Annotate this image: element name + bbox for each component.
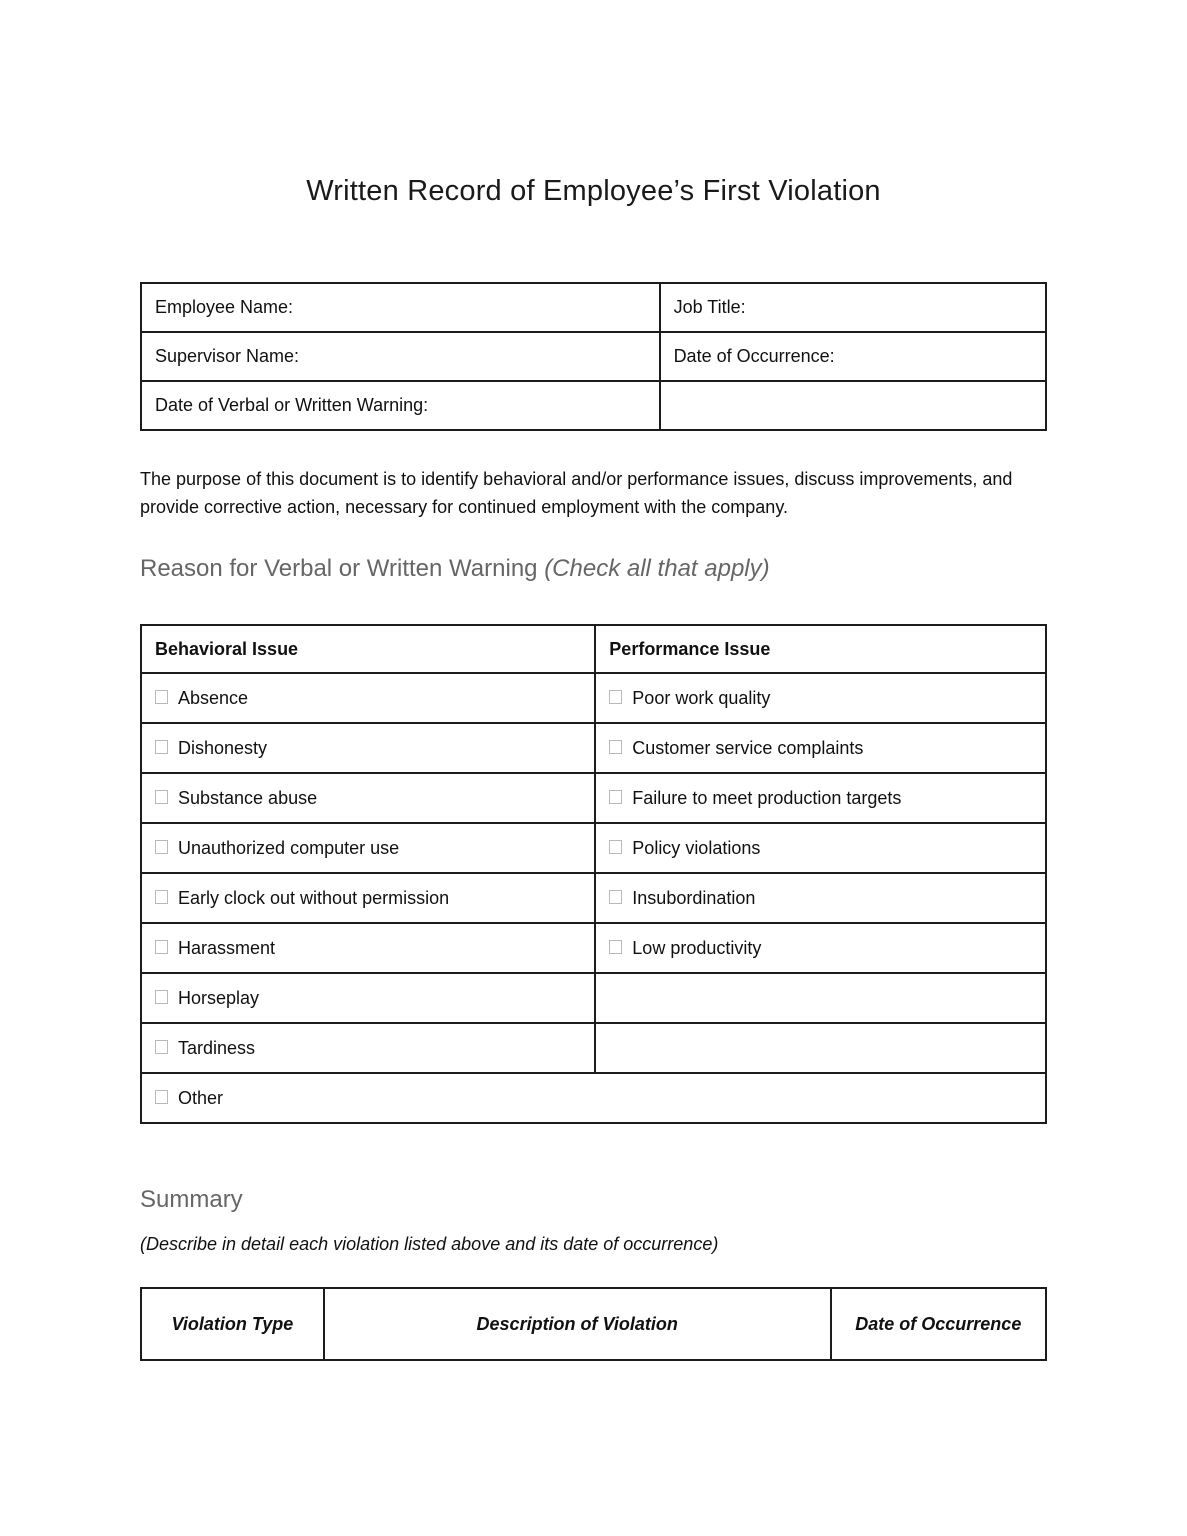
date-of-occurrence-field[interactable]: Date of Occurrence: (660, 332, 1046, 381)
checkbox-icon[interactable] (609, 740, 622, 754)
empty-cell (595, 1023, 1046, 1073)
table-row (141, 673, 1046, 723)
performance-issue-header: Performance Issue (595, 625, 1046, 673)
checkbox-cell-horseplay[interactable] (141, 973, 595, 1023)
checkbox-icon[interactable] (155, 1090, 168, 1104)
violation-type-header: Violation Type (141, 1288, 324, 1360)
checkbox-icon[interactable] (609, 840, 622, 854)
table-header-row (141, 1288, 1046, 1360)
table-row (141, 1073, 1046, 1123)
summary-section-heading: Summary (140, 1186, 243, 1213)
checkbox-cell-harassment[interactable] (141, 923, 595, 973)
checkbox-label: Early clock out without permission (178, 887, 450, 908)
table-row (141, 773, 1046, 823)
checkbox-label: Absence (178, 687, 249, 708)
checkbox-label: Policy violations (632, 837, 761, 858)
table-row (141, 873, 1046, 923)
checkbox-label: Customer service complaints (632, 737, 864, 758)
reason-heading-note: (Check all that apply) (544, 555, 770, 582)
checkbox-icon[interactable] (609, 940, 622, 954)
empty-cell[interactable] (660, 381, 1046, 430)
checkbox-cell-customer-service-complaints[interactable] (595, 723, 1046, 773)
checkbox-label: Poor work quality (632, 687, 771, 708)
checkbox-label: Insubordination (632, 887, 756, 908)
checkbox-label: Failure to meet production targets (632, 787, 902, 808)
checkbox-icon[interactable] (155, 890, 168, 904)
checkbox-icon[interactable] (155, 940, 168, 954)
reason-section-heading (140, 554, 1047, 584)
checkbox-cell-tardiness[interactable] (141, 1023, 595, 1073)
checkbox-icon[interactable] (609, 890, 622, 904)
violations-summary-table (140, 1287, 1047, 1361)
table-row (141, 381, 1046, 430)
checkbox-cell-policy-violations[interactable] (595, 823, 1046, 873)
checkbox-cell-failure-production-targets[interactable] (595, 773, 1046, 823)
checkbox-icon[interactable] (155, 740, 168, 754)
table-row (141, 332, 1046, 381)
supervisor-name-field[interactable]: Supervisor Name: (141, 332, 660, 381)
checkbox-label: Unauthorized computer use (178, 837, 400, 858)
table-header-row (141, 625, 1046, 673)
checkbox-cell-insubordination[interactable] (595, 873, 1046, 923)
job-title-field[interactable]: Job Title: (660, 283, 1046, 332)
reason-heading-text: Reason for Verbal or Written Warning (140, 555, 538, 582)
table-row (141, 823, 1046, 873)
empty-cell (595, 973, 1046, 1023)
page-title: Written Record of Employee’s First Violation (306, 175, 881, 207)
checkbox-icon[interactable] (155, 1040, 168, 1054)
checkbox-icon[interactable] (155, 690, 168, 704)
warning-date-field[interactable]: Date of Verbal or Written Warning: (141, 381, 660, 430)
checkbox-icon[interactable] (155, 990, 168, 1004)
checkbox-icon[interactable] (155, 840, 168, 854)
reason-checkbox-table (140, 624, 1047, 1124)
behavioral-issue-header: Behavioral Issue (141, 625, 595, 673)
checkbox-cell-absence[interactable] (141, 673, 595, 723)
checkbox-cell-other[interactable] (141, 1073, 1046, 1123)
checkbox-label: Substance abuse (178, 787, 318, 808)
table-row (141, 923, 1046, 973)
checkbox-cell-substance-abuse[interactable] (141, 773, 595, 823)
checkbox-label: Harassment (178, 937, 276, 958)
table-row (141, 283, 1046, 332)
table-row (141, 1023, 1046, 1073)
checkbox-cell-low-productivity[interactable] (595, 923, 1046, 973)
description-of-violation-header: Description of Violation (324, 1288, 831, 1360)
purpose-paragraph: The purpose of this document is to identify behavioral and/or performance issues, discuss improvements, and provide corrective action, necessary for continued employment with the company. (140, 469, 1013, 517)
employee-name-field[interactable]: Employee Name: (141, 283, 660, 332)
checkbox-label: Other (178, 1087, 224, 1108)
checkbox-cell-unauthorized-computer-use[interactable] (141, 823, 595, 873)
table-row (141, 723, 1046, 773)
date-of-occurrence-header: Date of Occurrence (831, 1288, 1046, 1360)
employee-info-table (140, 282, 1047, 431)
checkbox-icon[interactable] (609, 690, 622, 704)
checkbox-label: Dishonesty (178, 737, 268, 758)
checkbox-cell-early-clock-out[interactable] (141, 873, 595, 923)
table-row (141, 973, 1046, 1023)
checkbox-cell-poor-work-quality[interactable] (595, 673, 1046, 723)
checkbox-label: Low productivity (632, 937, 762, 958)
summary-note: (Describe in detail each violation listed above and its date of occurrence) (140, 1234, 719, 1254)
checkbox-label: Horseplay (178, 987, 260, 1008)
checkbox-cell-dishonesty[interactable] (141, 723, 595, 773)
checkbox-icon[interactable] (155, 790, 168, 804)
checkbox-icon[interactable] (609, 790, 622, 804)
checkbox-label: Tardiness (178, 1037, 256, 1058)
